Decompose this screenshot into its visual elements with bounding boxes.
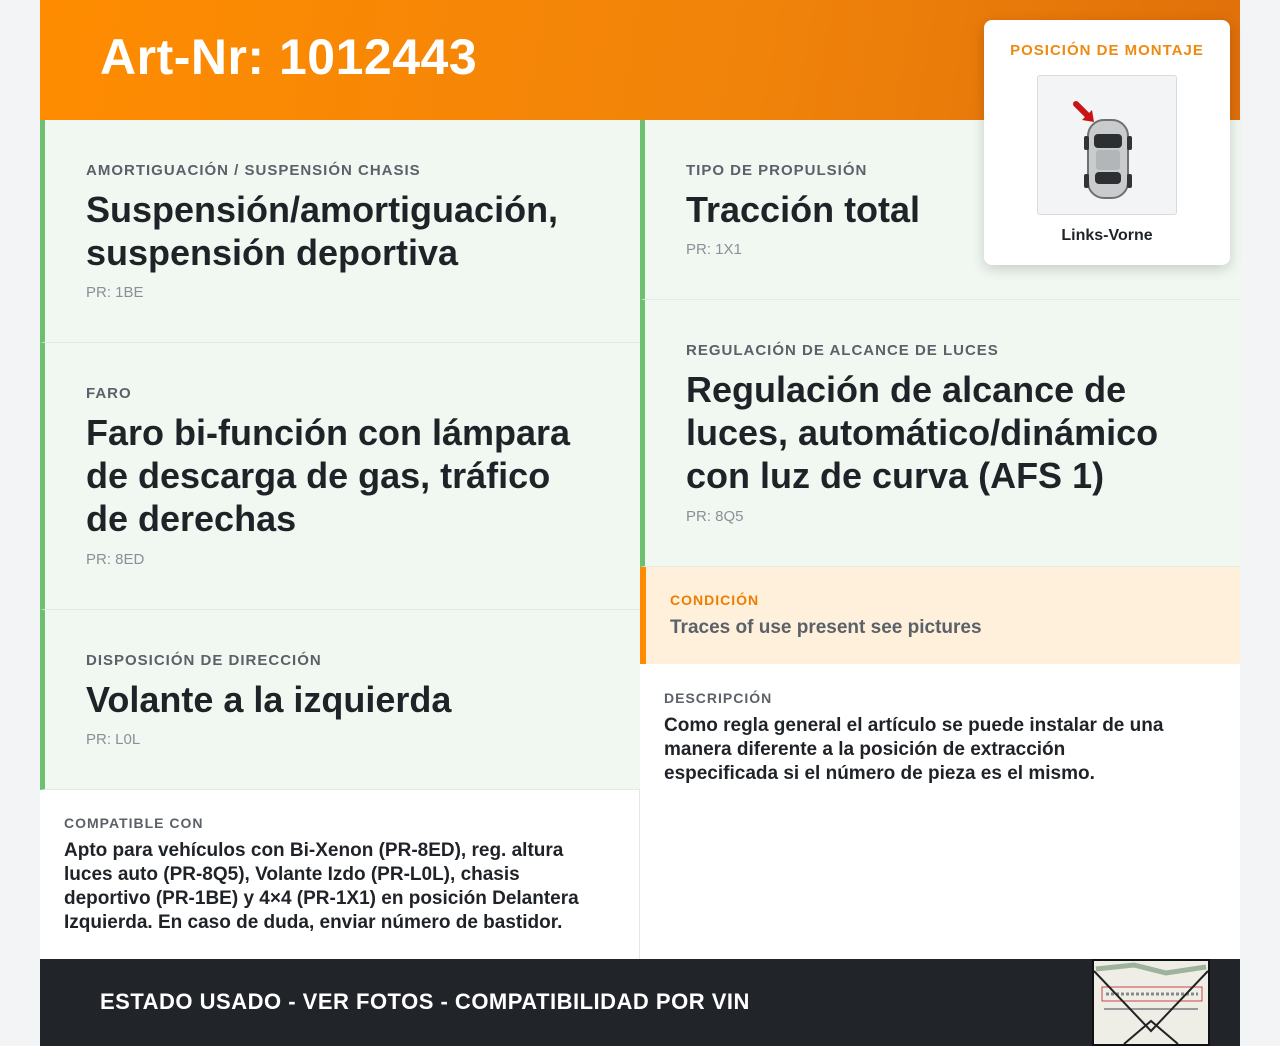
card-label: REGULACIÓN DE ALCANCE DE LUCES <box>686 342 999 359</box>
card-value: Volante a la izquierda <box>86 679 452 720</box>
description-text: Como regla general el artículo se puede instalar de una manera diferente a la posición de extracción especificada si el número de pieza es el mismo. <box>664 715 1164 784</box>
footer-bar <box>40 959 1240 1046</box>
condition-label: CONDICIÓN <box>670 592 760 608</box>
feature-card-light-range <box>640 300 1240 567</box>
feature-card-headlight <box>40 343 640 610</box>
card-pr-code: PR: L0L <box>86 731 141 748</box>
card-label: DISPOSICIÓN DE DIRECCIÓN <box>86 652 322 669</box>
mounting-position-value: Links-Vorne <box>1061 227 1153 244</box>
card-label: FARO <box>86 385 132 402</box>
car-top-view-icon[interactable] <box>1037 75 1177 215</box>
condition-text: Traces of use present see pictures <box>670 617 982 638</box>
card-label: AMORTIGUACIÓN / SUSPENSIÓN CHASIS <box>86 162 421 179</box>
compatible-label: COMPATIBLE CON <box>64 815 204 831</box>
card-value: Suspensión/amortiguación, suspensión deportiva <box>86 189 559 273</box>
card-pr-code: PR: 1X1 <box>686 241 742 258</box>
card-pr-code: PR: 8Q5 <box>686 508 744 525</box>
article-number-title: Art-Nr: 1012443 <box>100 29 478 85</box>
footer-text: ESTADO USADO - VER FOTOS - COMPATIBILIDAD POR VIN <box>100 989 750 1014</box>
feature-card-steering <box>40 610 640 790</box>
feature-card-suspension <box>40 120 640 343</box>
card-label: TIPO DE PROPULSIÓN <box>686 162 868 179</box>
card-value: Faro bi-función con lámpara de descarga de gas, tráfico de derechas <box>86 412 571 539</box>
column-divider <box>639 790 640 960</box>
compatible-text: Apto para vehículos con Bi-Xenon (PR-8ED), reg. altura luces auto (PR-8Q5), Volante Izdo (PR-L0L), chasis deportivo (PR-1BE) y 4×4 (PR-1X1) en posición Delantera Izquierda. En caso de duda, enviar número de bastidor. <box>64 840 579 933</box>
card-value: Tracción total <box>686 189 921 230</box>
condition-panel <box>640 567 1240 664</box>
mounting-position-panel <box>984 20 1230 265</box>
card-value: Regulación de alcance de luces, automático/dinámico con luz de curva (AFS 1) <box>686 369 1159 496</box>
card-pr-code: PR: 1BE <box>86 284 144 301</box>
description-label: DESCRIPCIÓN <box>664 690 773 706</box>
card-pr-code: PR: 8ED <box>86 551 145 568</box>
vin-label-photo-icon <box>1092 959 1210 1046</box>
mounting-position-label: POSICIÓN DE MONTAJE <box>1010 42 1204 59</box>
